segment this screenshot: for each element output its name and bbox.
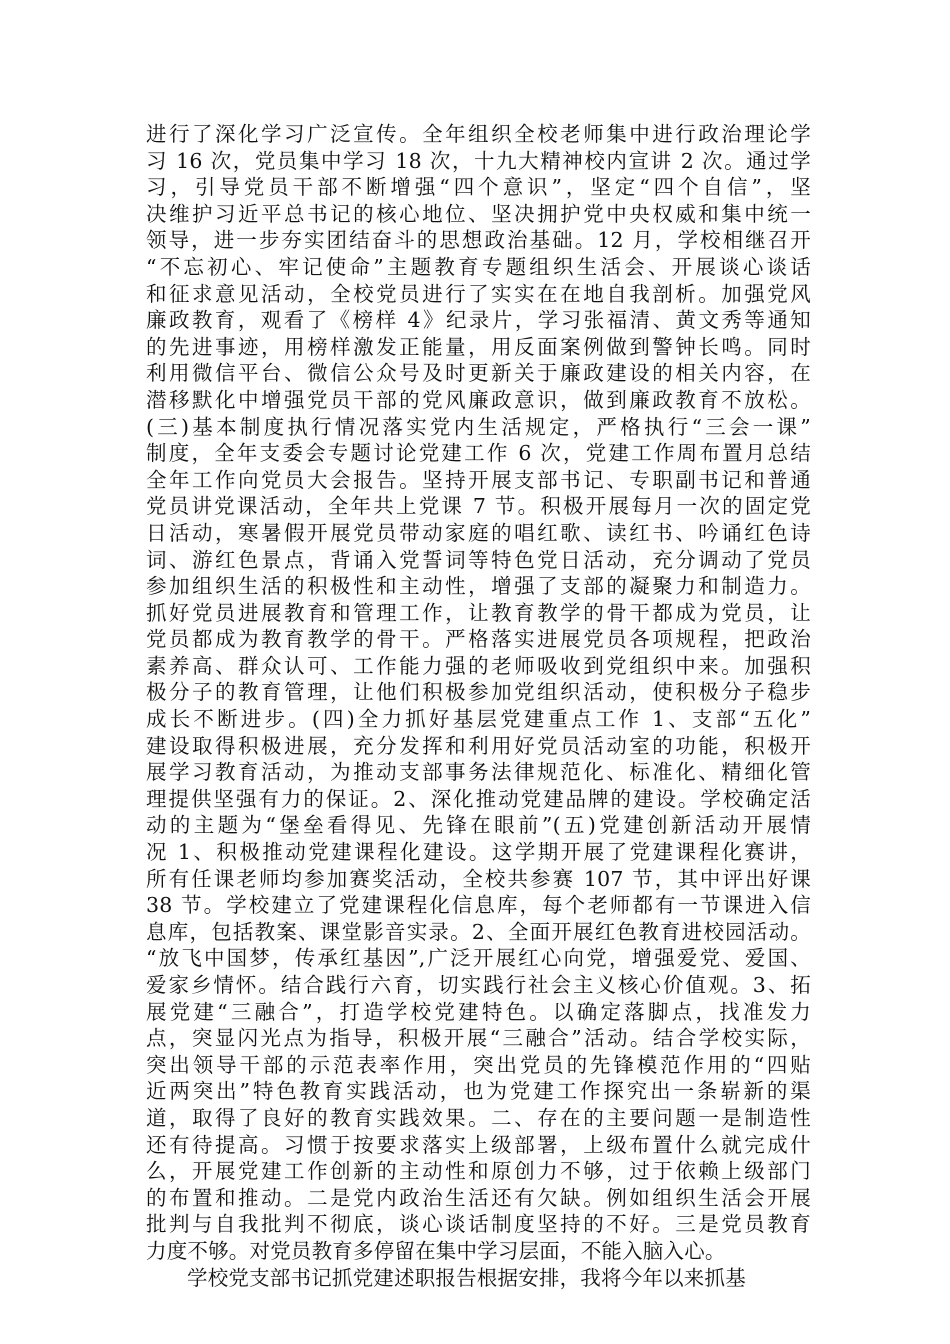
text-line: 道，取得了良好的教育实践效果。二、存在的主要问题一是制造性 xyxy=(146,1105,811,1130)
text-line: 习，引导党员干部不断增强“四个意识”，坚定“四个自信”，坚 xyxy=(146,175,811,200)
text-line: 动的主题为“堡垒看得见、先锋在眼前”(五)党建创新活动开展情 xyxy=(146,813,811,838)
paragraph-start-line: 学校党支部书记抓党建述职报告根据安排，我将今年以来抓基 xyxy=(187,1265,746,1290)
text-line: 词、游红色景点，背诵入党誓词等特色党日活动，充分调动了党员 xyxy=(146,547,811,572)
text-line: 爱家乡情怀。结合践行六育，切实践行社会主义核心价值观。3、拓 xyxy=(146,973,811,997)
text-line: 和征求意见活动，全校党员进行了实实在在地自我剖析。加强党风 xyxy=(146,281,811,306)
text-line: (三)基本制度执行情况落实党内生活规定，严格执行“三会一课” xyxy=(146,414,811,439)
text-line: 制度，全年支委会专题讨论党建工作 6 次，党建工作周布置月总结 xyxy=(146,441,811,466)
text-line: 所有任课老师均参加赛奖活动，全校共参赛 107 节，其中评出好课 xyxy=(146,866,811,891)
text-line: 力度不够。对党员教育多停留在集中学习层面，不能入脑入心。 xyxy=(146,1238,726,1263)
text-line: 展学习教育活动，为推动支部事务法律规范化、标准化、精细化管 xyxy=(146,760,811,785)
text-line: 理提供坚强有力的保证。2、深化推动党建品牌的建设。学校确定活 xyxy=(146,786,811,811)
text-line: “不忘初心、牢记使命”主题教育专题组织生活会、开展谈心谈话 xyxy=(146,254,811,279)
text-line: 党员都成为教育教学的骨干。严格落实进展党员各项规程，把政治 xyxy=(146,627,811,652)
text-line: 成长不断进步。(四)全力抓好基层党建重点工作 1、支部“五化” xyxy=(146,707,811,732)
text-line: 极分子的教育管理，让他们积极参加党组织活动，使积极分子稳步 xyxy=(146,680,811,705)
text-line: 党员讲党课活动，全年共上党课 7 节。积极开展每月一次的固定党 xyxy=(146,494,811,519)
text-line: 突出领导干部的示范表率作用，突出党员的先锋模范作用的“四贴 xyxy=(146,1052,811,1077)
text-line: 点，突显闪光点为指导，积极开展“三融合”活动。结合学校实际， xyxy=(146,1026,811,1051)
text-line: 息库，包括教案、课堂影音实录。2、全面开展红色教育进校园活动。 xyxy=(146,919,811,944)
text-line: 批判与自我批判不彻底，谈心谈话制度坚持的不好。三是党员教育 xyxy=(146,1212,811,1237)
text-line: 么，开展党建工作创新的主动性和原创力不够，过于依赖上级部门 xyxy=(146,1159,811,1184)
text-line: 决维护习近平总书记的核心地位、坚决拥护党中央权威和集中统一 xyxy=(146,201,811,226)
text-line: 素养高、群众认可、工作能力强的老师吸收到党组织中来。加强积 xyxy=(146,653,811,678)
text-line: 况 1、积极推动党建课程化建设。这学期开展了党建课程化赛讲， xyxy=(146,840,811,865)
text-line: 习 16 次，党员集中学习 18 次，十九大精神校内宣讲 2 次。通过学 xyxy=(146,148,811,173)
text-line: 潜移默化中增强党员干部的党风廉政意识，做到廉政教育不放松。 xyxy=(146,387,811,412)
text-line: 还有待提高。习惯于按要求落实上级部署，上级布置什么就完成什 xyxy=(146,1132,811,1157)
text-line: 廉政教育，观看了《榜样 4》纪录片，学习张福清、黄文秀等通知 xyxy=(146,308,811,333)
body-text xyxy=(146,121,811,1291)
text-line: 近两突出”特色教育实践活动，也为党建工作探究出一条崭新的渠 xyxy=(146,1079,811,1104)
text-line: 的先进事迹，用榜样激发正能量，用反面案例做到警钟长鸣。同时 xyxy=(146,334,811,359)
text-line: 抓好党员进展教育和管理工作，让教育教学的骨干都成为党员，让 xyxy=(146,600,811,625)
text-line: “放飞中国梦，传承红基因”,广泛开展红心向党，增强爱党、爱国、 xyxy=(146,946,811,971)
text-line: 建设取得积极进展，充分发挥和利用好党员活动室的功能，积极开 xyxy=(146,733,811,758)
text-line: 展党建“三融合”，打造学校党建特色。以确定落脚点，找准发力 xyxy=(146,999,811,1024)
text-line: 日活动，寒暑假开展党员带动家庭的唱红歌、读红书、吟诵红色诗 xyxy=(146,520,811,545)
text-line: 领导，进一步夯实团结奋斗的思想政治基础。12 月，学校相继召开 xyxy=(146,228,811,253)
text-line: 的布置和推动。二是党内政治生活还有欠缺。例如组织生活会开展 xyxy=(146,1185,811,1210)
text-line: 进行了深化学习广泛宣传。全年组织全校老师集中进行政治理论学 xyxy=(146,122,811,146)
text-line: 利用微信平台、微信公众号及时更新关于廉政建设的相关内容，在 xyxy=(146,361,811,386)
text-line: 全年工作向党员大会报告。坚持开展支部书记、专职副书记和普通 xyxy=(146,467,811,492)
text-line: 参加组织生活的积极性和主动性，增强了支部的凝聚力和制造力。 xyxy=(146,574,811,599)
text-line: 38 节。学校建立了党建课程化信息库，每个老师都有一节课进入信 xyxy=(146,893,811,918)
